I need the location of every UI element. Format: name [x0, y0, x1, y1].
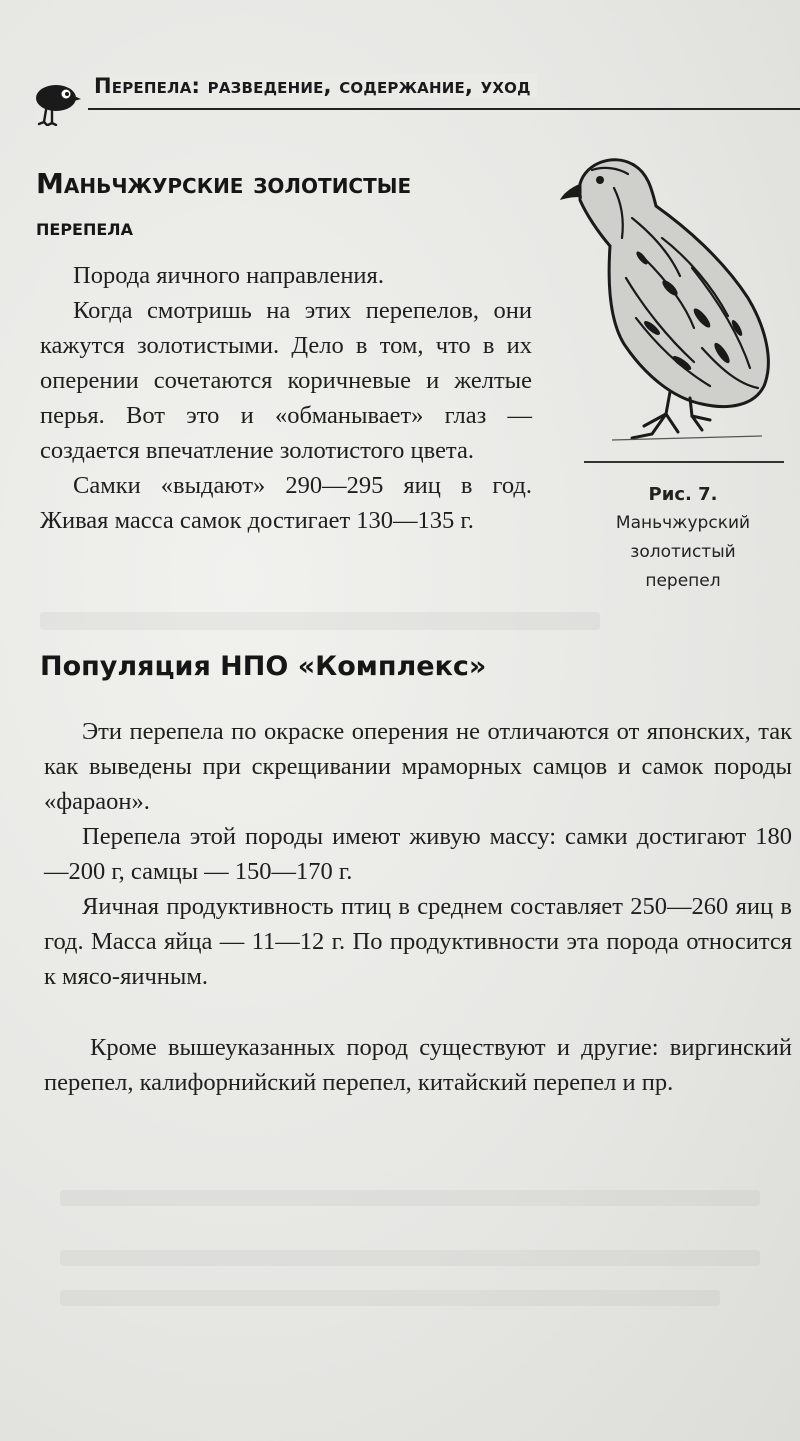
closing-paragraph-block [44, 1030, 792, 1100]
manchurian-quail-illustration [552, 148, 782, 448]
running-header [28, 74, 788, 124]
figure-rule [584, 461, 784, 463]
paragraph: Порода яичного направления. [73, 262, 384, 289]
paragraph: Яичная продуктивность птиц в среднем составляет 250—260 яиц в год. Масса яйца — 11—12 г. По продуктивности эта порода относится к мясо-яичным. [44, 893, 792, 990]
bleed-through-mark [60, 1290, 720, 1306]
figure-caption [568, 480, 798, 596]
section-title-line-1: Маньчжурские золотистые [36, 167, 412, 200]
running-header-title: Перепела: разведение, содержание, уход [94, 74, 537, 98]
paragraph: Эти перепела по окраске оперения не отличаются от японских, так как выведены при скрещивании мраморных самцов и самок породы «фараон». [44, 718, 792, 815]
paragraph: Самки «выдают» 290—295 яиц в год. Живая масса самок достигает 130—135 г. [40, 472, 532, 534]
paragraph: Когда смотришь на этих перепелов, они кажутся золотистыми. Дело в том, что в их оперении сочетаются коричневые и желтые перья. Вот это и «обманывает» глаз — создается впечатление золотистого цвета. [40, 297, 532, 464]
figure-caption-line: золотистый [630, 542, 736, 562]
bleed-through-mark [60, 1250, 760, 1266]
section-2-body [44, 714, 792, 994]
section-title-kompleks: Популяция НПО «Комплекс» [40, 651, 487, 682]
section-title-line-2: перепела [36, 215, 133, 241]
quail-chick-logo-icon [28, 82, 92, 126]
figure-label: Рис. 7. [648, 484, 718, 505]
section-1-body [40, 258, 532, 538]
paragraph: Перепела этой породы имеют живую массу: самки достигают 180—200 г, самцы — 150—170 г. [44, 823, 792, 885]
header-rule [88, 108, 800, 110]
figure-caption-line: перепел [645, 571, 721, 591]
bleed-through-mark [40, 612, 600, 630]
figure-caption-line: Маньчжурский [615, 513, 751, 533]
bleed-through-mark [60, 1190, 760, 1206]
section-title-manchurian [36, 160, 536, 248]
closing-paragraph: Кроме вышеуказанных пород существуют и другие: виргинский перепел, калифорнийский перепел, китайский перепел и пр. [44, 1034, 792, 1096]
figure-7 [548, 148, 788, 608]
